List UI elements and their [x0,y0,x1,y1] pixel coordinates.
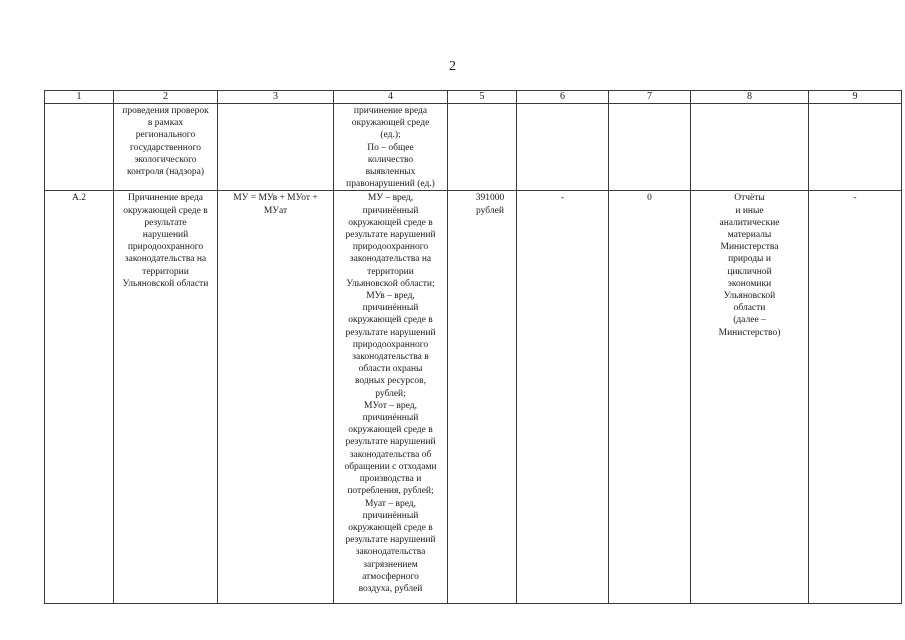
table-cell-source: Отчёты и иные аналитические материалы Министерства природы и цикличной экономики Ульяновской области (далее – Министерство) [691,191,809,604]
table-cell-col9 [809,104,902,191]
table-cell-col7: 0 [609,191,691,604]
column-number-row [45,91,902,104]
table-cell-col9: - [809,191,902,604]
column-number-5: 5 [448,91,517,104]
table-row [45,191,902,604]
column-number-1: 1 [45,91,114,104]
column-number-3: 3 [218,91,334,104]
table-cell-source [691,104,809,191]
table-cell-base-value [448,104,517,191]
indicator-table [44,90,902,604]
table-cell-indicator-name: проведения проверок в рамках регионального государственного экологического контроля (надзора) [114,104,218,191]
column-number-9: 9 [809,91,902,104]
table-cell-col6: - [517,191,609,604]
table-cell-indicator-name: Причинение вреда окружающей среде в результате нарушений природоохранного законодательства на территории Ульяновской области [114,191,218,604]
column-number-2: 2 [114,91,218,104]
table-cell-formula [218,104,334,191]
column-number-8: 8 [691,91,809,104]
page-number: 2 [449,59,456,74]
table-cell-base-value: 391000 рублей [448,191,517,604]
table-cell-code: А.2 [45,191,114,604]
column-number-7: 7 [609,91,691,104]
table-cell-col7 [609,104,691,191]
table-row [45,104,902,191]
table-cell-variables: МУ – вред, причинённый окружающей среде в результате нарушений природоохранного законодательства на территории Ульяновской области; МУв – вред, причинённый окружающей среде в результате нарушений природоохранного законодательства в области охраны водных ресурсов, рублей; МУот – вред, причинённый окружающей среде в результате нарушений законодательства об обращении с отходами производства и потребления, рублей; Муат – вред, причинённый окружающей среде в результате нарушений законодательства загрязнением атмосферного воздуха, рублей [334,191,448,604]
table-cell-code [45,104,114,191]
column-number-6: 6 [517,91,609,104]
table-cell-formula: МУ = МУв + МУот + МУат [218,191,334,604]
table-cell-col6 [517,104,609,191]
column-number-4: 4 [334,91,448,104]
table-cell-variables: причинение вреда окружающей среде (ед.); По – общее количество выявленных правонарушений (ед.) [334,104,448,191]
